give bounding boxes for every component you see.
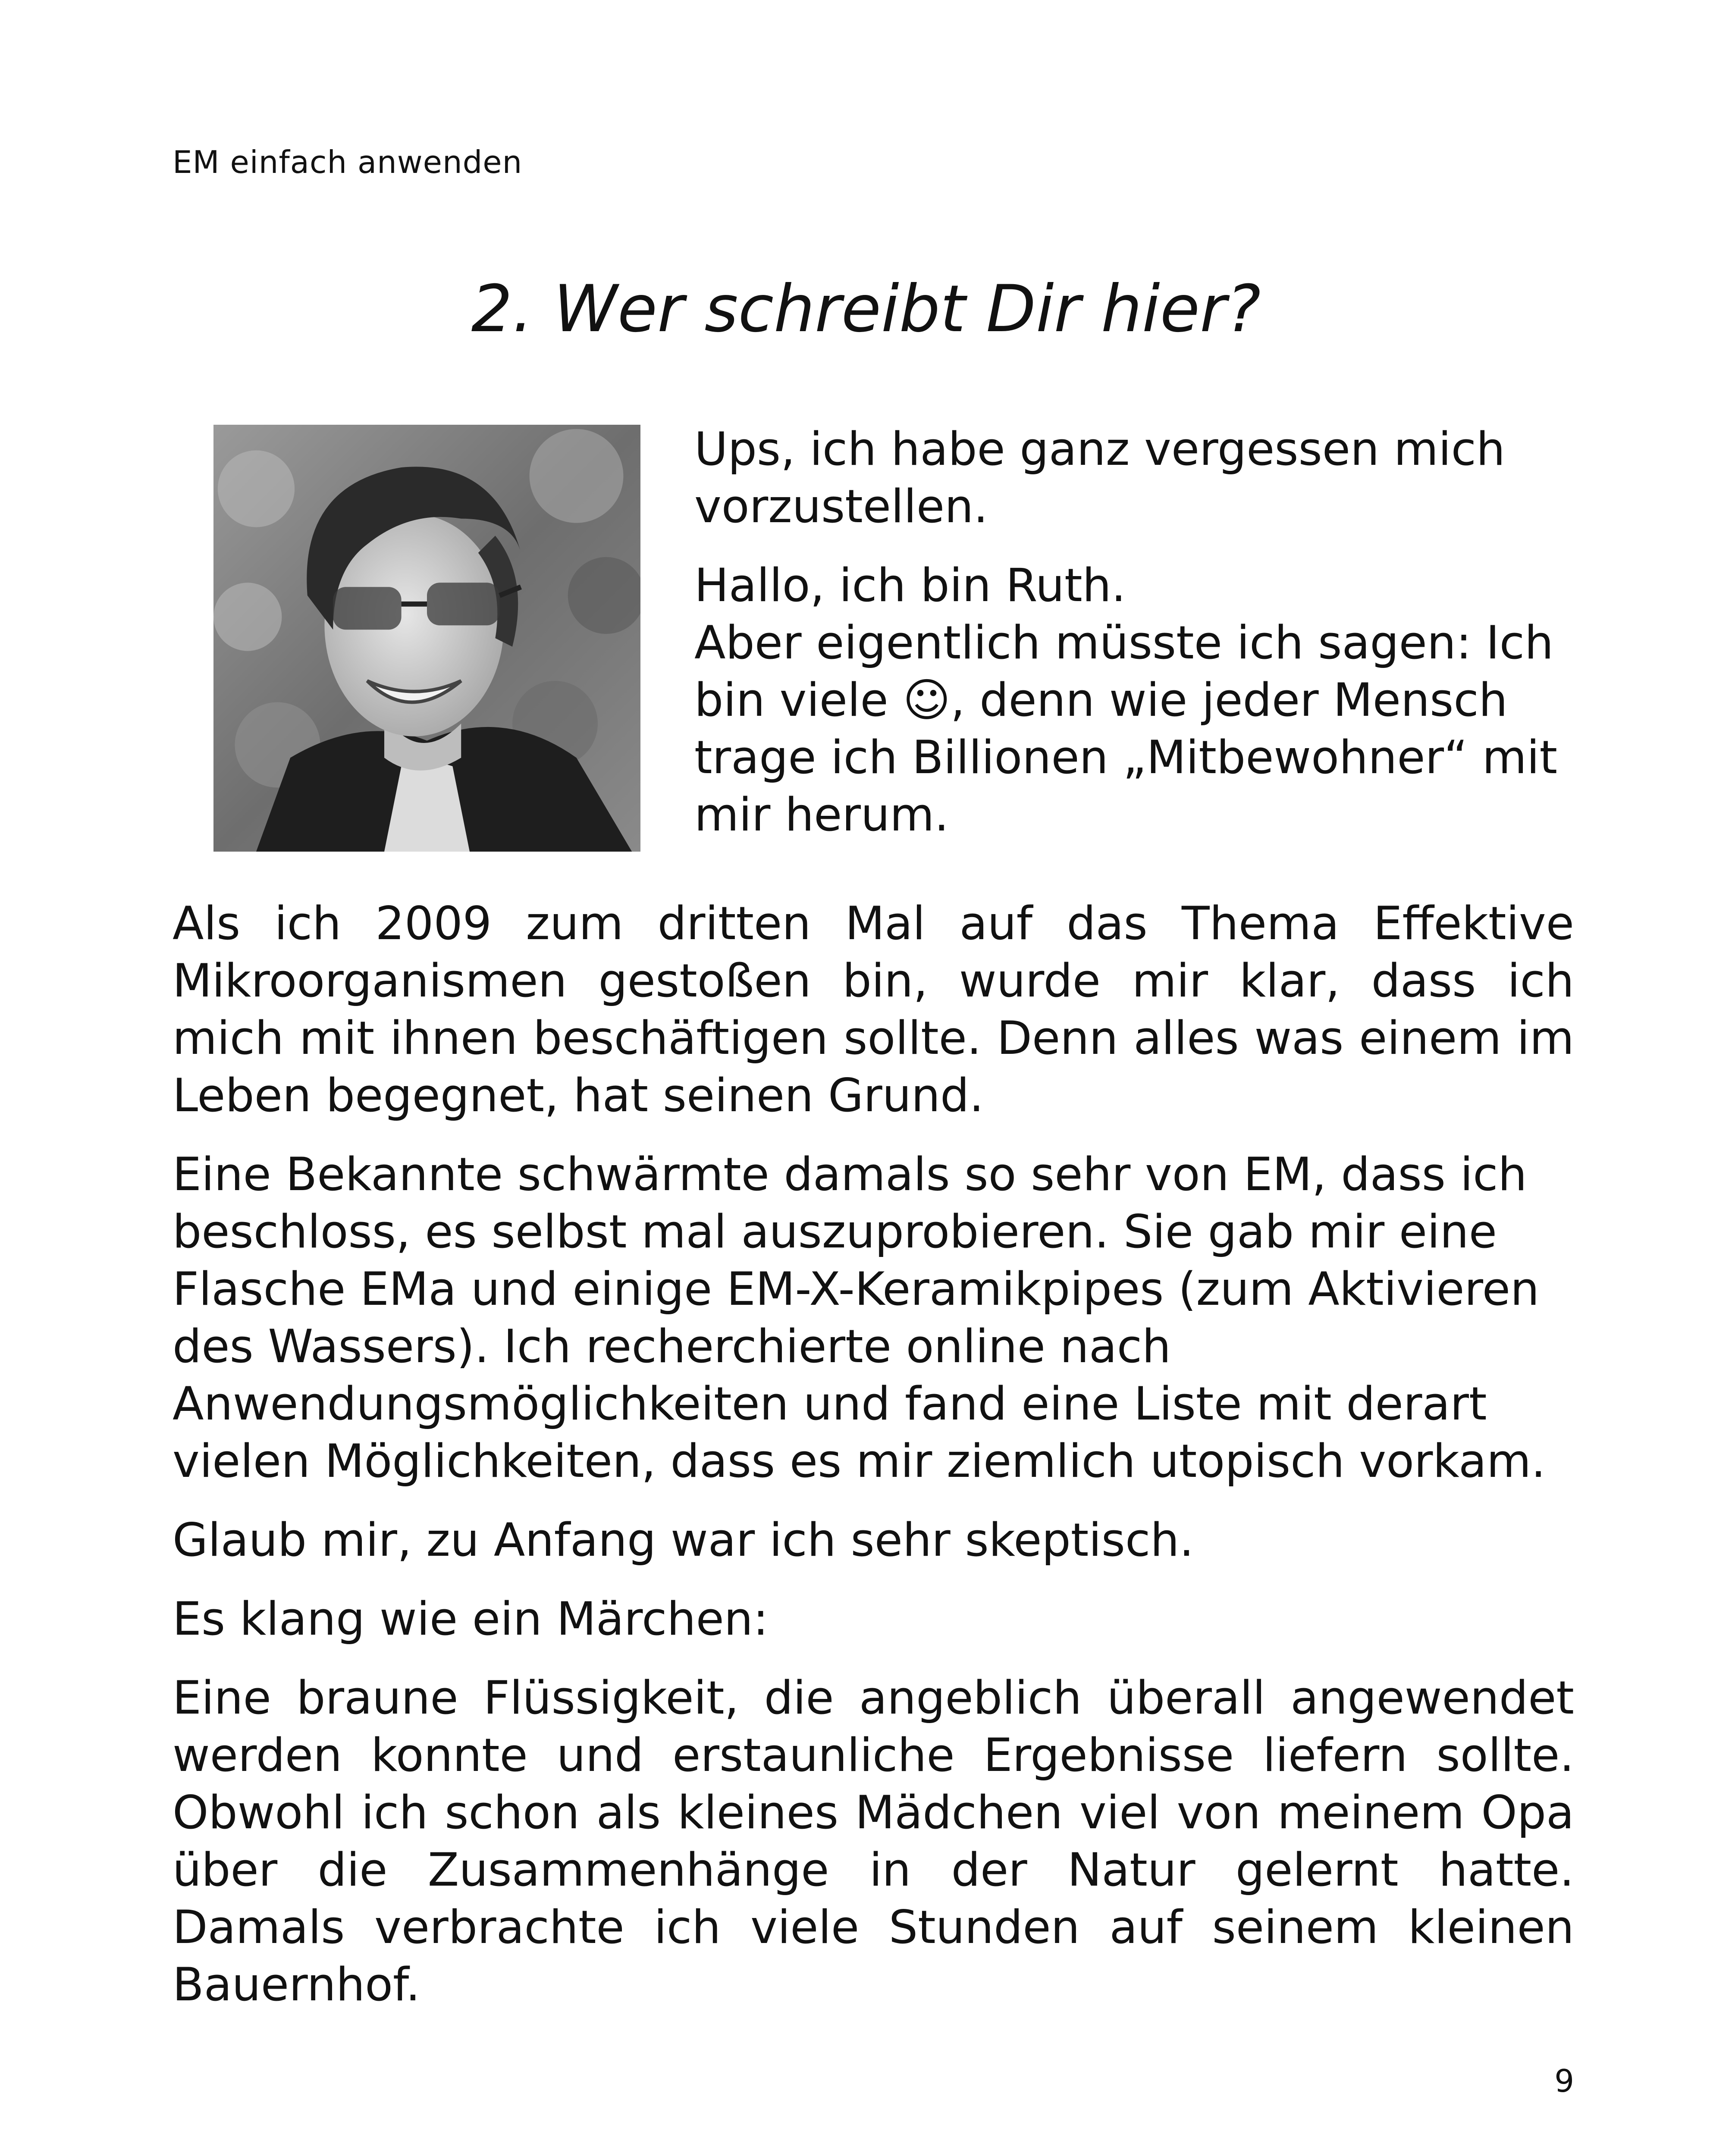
intro-paragraph: Ups, ich habe ganz vergessen mich vorzustellen. xyxy=(694,423,1506,533)
page-number: 9 xyxy=(1554,2063,1574,2099)
chapter-title: 2. Wer schreibt Dir hier? xyxy=(471,272,1261,347)
body-paragraph: Eine Bekannte schwärmte damals so sehr von EM, dass ich beschloss, es selbst mal auszuprobieren. Sie gab mir eine Flasche EMa und einige EM-X-Keramikpipes (zum Aktivieren des Wassers). Ich recherchierte online nach Anwendungsmöglichkeiten und fand eine Liste mit derart vielen Möglichkeiten, dass es mir ziemlich utopisch vorkam. xyxy=(173,1148,1546,1488)
body-paragraph: Glaub mir, zu Anfang war ich sehr skeptisch. xyxy=(173,1514,1194,1567)
intro-paragraph-greeting xyxy=(694,557,1574,843)
intro-text xyxy=(694,420,1574,865)
running-header: EM einfach anwenden xyxy=(173,144,523,180)
author-portrait-photo xyxy=(213,425,640,852)
body-paragraph: Als ich 2009 zum dritten Mal auf das Thema Effektive Mikroorganismen gestoßen bin, wurde mir klar, dass ich mich mit ihnen beschäftigen sollte. Denn alles was einem im Leben begegnet, hat seinen Grund. xyxy=(173,897,1574,1122)
body-paragraph: Eine braune Flüssigkeit, die angeblich überall angewendet werden konnte und erstaunliche Ergebnisse liefern sollte. Obwohl ich schon als kleines Mädchen viel von meinem Opa über die Zusammenhänge in der Natur gelernt hatte. Damals verbrachte ich viele Stunden auf seinem kleinen Bauernhof. xyxy=(173,1671,1574,2011)
greeting-line: Hallo, ich bin Ruth. xyxy=(694,559,1126,612)
body-paragraph: Es klang wie ein Märchen: xyxy=(173,1592,769,1645)
body-text xyxy=(173,895,1574,2035)
greeting-continuation: Aber eigentlich müsste ich sagen: Ich bin viele ☺, denn wie jeder Mensch trage ich Billionen „Mitbewohner“ mit mir herum. xyxy=(694,616,1558,841)
author-portrait-icon xyxy=(213,425,640,852)
